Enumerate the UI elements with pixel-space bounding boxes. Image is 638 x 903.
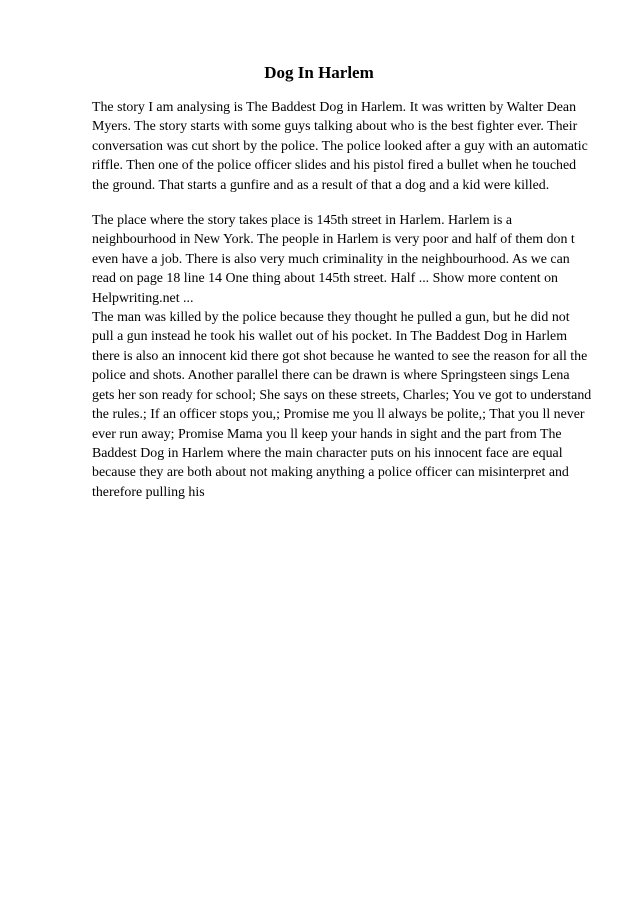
- paragraph-spacer: [92, 195, 594, 211]
- paragraph-setting: The place where the story takes place is 145th street in Harlem. Harlem is a neighbourhood in New York. The people in Harlem is very poor and half of them don t even have a job. There is also very much criminality in the neighbourhood. As we can read on page 18 line 14 One thing about 145th street. Half ... Show more content on Helpwriting.net ...: [92, 213, 575, 306]
- paragraph-analysis: The man was killed by the police because they thought he pulled a gun, but he did not pull a gun instead he took his wallet out of his pocket. In The Baddest Dog in Harlem there is also an innocent kid there got shot because he wanted to see the reason for all the police and shots. Another parallel there can be drawn is where Springsteen sings Lena gets her son ready for school; She says on these streets, Charles; You ve got to understand the rules.; If an officer stops you,; Promise me you ll always be polite,; That you ll never ever run away; Promise Mama you ll keep your hands in sight and the part from The Baddest Dog in Harlem where the main character puts on his innocent face are equal because they are both about not making anything a police officer can misinterpret and therefore pulling his: [92, 310, 592, 500]
- paragraph-intro: The story I am analysing is The Baddest Dog in Harlem. It was written by Walter Dean Myers. The story starts with some guys talking about who is the best fighter ever. Their conversation was cut short by the police. The police looked after a guy with an automatic riffle. Then one of the police officer slides and his pistol fired a bullet when he touched the ground. That starts a gunfire and as a result of that a dog and a kid were killed.: [92, 100, 588, 193]
- document-title: Dog In Harlem: [264, 63, 374, 82]
